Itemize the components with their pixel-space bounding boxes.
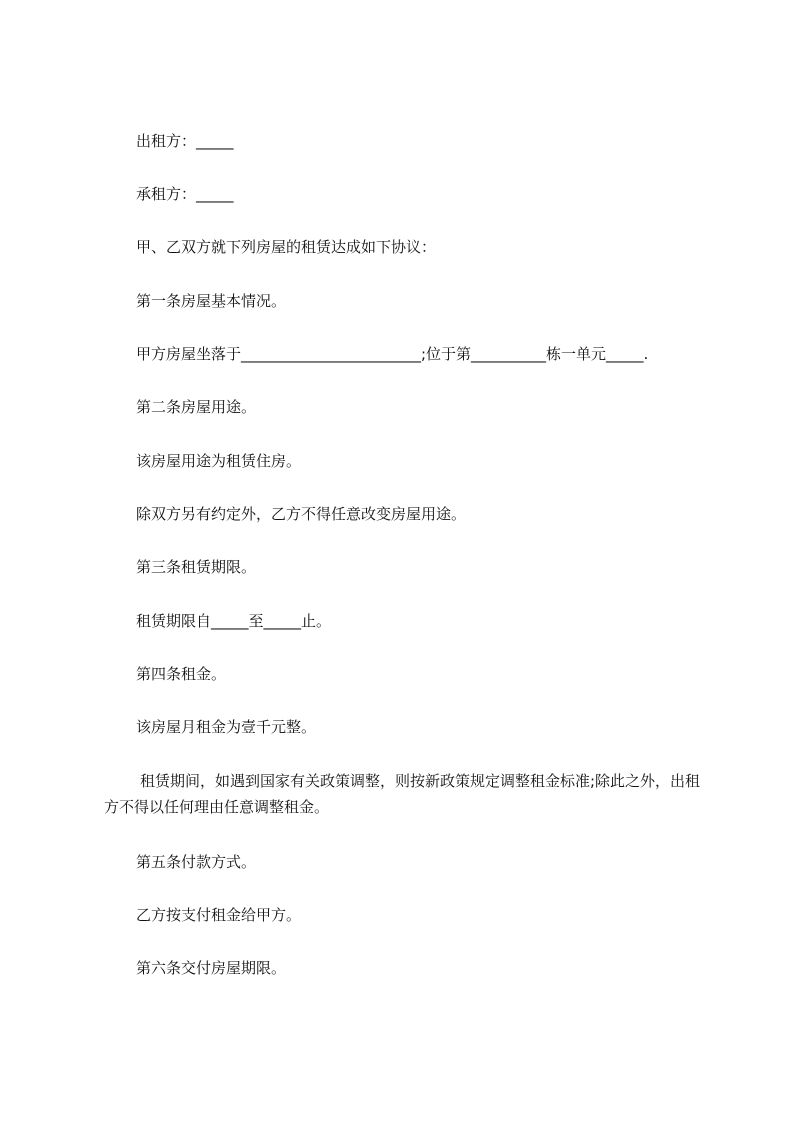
- usage-restriction-line: 除双方另有约定外，乙方不得任意改变房屋用途。: [136, 505, 467, 523]
- article-6-heading: 第六条交付房屋期限。: [136, 959, 287, 977]
- lessor-line: 出租方：_____: [136, 132, 234, 150]
- rent-adjustment-paragraph: 租赁期间，如遇到国家有关政策调整，则按新政策规定调整租金标准;除此之外，出租方不得以任何理由任意调整租金。: [104, 772, 701, 816]
- lease-term-line: 租赁期限自_____至_____止。: [136, 612, 332, 630]
- payment-method-line: 乙方按支付租金给甲方。: [136, 906, 302, 924]
- property-usage-line: 该房屋用途为租赁住房。: [136, 452, 302, 470]
- article-2-heading: 第二条房屋用途。: [136, 398, 257, 416]
- lessee-line: 承租方：_____: [136, 185, 234, 203]
- article-3-heading: 第三条租赁期限。: [136, 558, 257, 576]
- agreement-intro: 甲、乙双方就下列房屋的租赁达成如下协议：: [136, 238, 437, 256]
- article-5-heading: 第五条付款方式。: [136, 853, 257, 871]
- property-location-line: 甲方房屋坐落于________________________;位于第__________栋一单元_____.: [136, 345, 649, 363]
- article-4-heading: 第四条租金。: [136, 665, 227, 683]
- article-1-heading: 第一条房屋基本情况。: [136, 292, 287, 310]
- monthly-rent-line: 该房屋月租金为壹千元整。: [136, 718, 317, 736]
